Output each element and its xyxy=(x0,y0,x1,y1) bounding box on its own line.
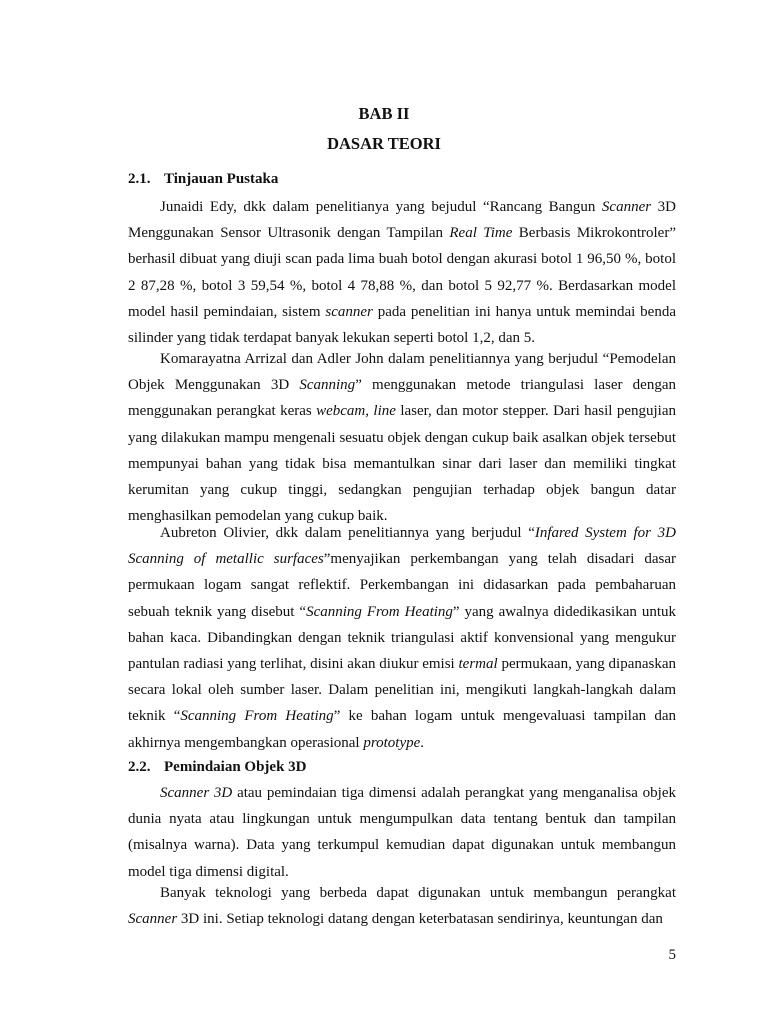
section-number: 2.1. xyxy=(128,171,151,187)
text-run: Komarayatna Arrizal dan Adler John dalam penelitiannya yang berjudul “Pemodelan Objek Menggunakan 3D xyxy=(128,351,676,394)
italic-run: Scanning xyxy=(299,377,356,394)
text-run: Banyak teknologi yang berbeda dapat digunakan untuk membangun perangkat xyxy=(160,885,676,901)
text-run: permukaan, yang dipanaskan secara lokal oleh sumber laser. Dalam penelitian ini, mengikuti langkah-langkah dalam teknik “ xyxy=(128,656,676,725)
text-run: 3D ini. Setiap teknologi datang dengan keterbatasan sendirinya, keuntungan dan xyxy=(177,911,663,928)
paragraph-scanner-3d xyxy=(128,780,676,885)
text-run: ”menyajikan perkembangan yang telah disadari dasar permukaan logam sangat reflektif. Perkembangan ini didasarkan pada pembaharuan sebuah teknik yang disebut “ xyxy=(128,551,676,620)
section-number: 2.2. xyxy=(128,759,151,775)
section-title: Tinjauan Pustaka xyxy=(164,171,279,187)
text-run: Berbasis Mikrokontroler” berhasil dibuat yang diuji scan pada lima buah botol dengan akurasi botol 1 96,50 %, botol 2 87,28 %, botol 3 59,54 %, botol 4 78,88 %, dan botol 5 92,77 %. Berdasarkan model model hasil pemindaian, sistem xyxy=(128,225,676,320)
text-run: laser, dan motor stepper. Dari hasil pengujian yang dilakukan mampu mengenali sesuatu objek dengan cukup baik asalkan objek tersebut mempunyai bahan yang tidak bisa memantulkan sinar dari laser dan memiliki tingkat kerumitan yang cukup tinggi, sedangkan pengujian terhadap objek bangun datar menghasilkan pemodelan yang cukup baik. xyxy=(128,403,676,525)
text-run: . xyxy=(420,734,425,751)
italic-run: Infared System for 3D Scanning of metallic surfaces xyxy=(128,525,677,568)
text-run: ” ke bahan logam untuk mengevaluasi tampilan dan akhirnya mengembangkan operasional xyxy=(128,708,676,751)
text-run: atau pemindaian tiga dimensi adalah perangkat yang menganalisa objek dunia nyata atau lingkungan untuk mengumpulkan data tentang bentuk dan tampilan (misalnya warna). Data yang terkumpul kemudian dapat digunakan untuk membangun model tiga dimensi digital. xyxy=(128,785,676,880)
italic-run: termal xyxy=(458,656,498,673)
paragraph-teknologi xyxy=(128,880,676,932)
italic-run: Scanning From Heating xyxy=(180,708,334,725)
section-heading-2-1 xyxy=(128,171,278,188)
chapter-label: BAB II xyxy=(358,104,410,123)
text-run: 3D Menggunakan Sensor Ultrasonik dengan Tampilan xyxy=(128,199,676,242)
chapter-title: DASAR TEORI xyxy=(327,134,441,153)
italic-run: prototype xyxy=(363,734,421,751)
page-number: 5 xyxy=(668,947,676,963)
italic-run: Scanner 3D xyxy=(160,785,233,801)
italic-run: line xyxy=(373,403,396,420)
italic-run: scanner xyxy=(325,303,373,320)
paragraph-junaidi xyxy=(128,194,676,351)
text-run: , xyxy=(365,403,374,420)
section-title: Pemindaian Objek 3D xyxy=(164,759,307,775)
paragraph-aubreton xyxy=(128,520,676,756)
text-run: ” menggunakan metode triangulasi laser dengan menggunakan perangkat keras xyxy=(128,377,676,420)
text-run: Junaidi Edy, dkk dalam penelitianya yang bejudul “Rancang Bangun xyxy=(160,199,602,215)
italic-run: Real Time xyxy=(449,225,513,242)
text-run: pada penelitian ini hanya untuk memindai benda silinder yang tidak terdapat banyak lekukan seperti botol 1,2, dan 5. xyxy=(128,303,677,347)
text-run: ” yang awalnya didedikasikan untuk bahan kaca. Dibandingkan dengan teknik triangulasi aktif konvensional yang mengukur pantulan radiasi yang terlihat, disini akan diukur emisi xyxy=(128,603,676,673)
italic-run: Scanner xyxy=(601,199,652,215)
italic-run: webcam xyxy=(316,403,366,420)
paragraph-komarayatna xyxy=(128,346,676,529)
section-heading-2-2 xyxy=(128,759,307,776)
italic-run: Scanner xyxy=(128,911,178,928)
italic-run: Scanning From Heating xyxy=(306,603,453,620)
text-run: Aubreton Olivier, dkk dalam penelitiannya yang berjudul “ xyxy=(160,525,535,541)
